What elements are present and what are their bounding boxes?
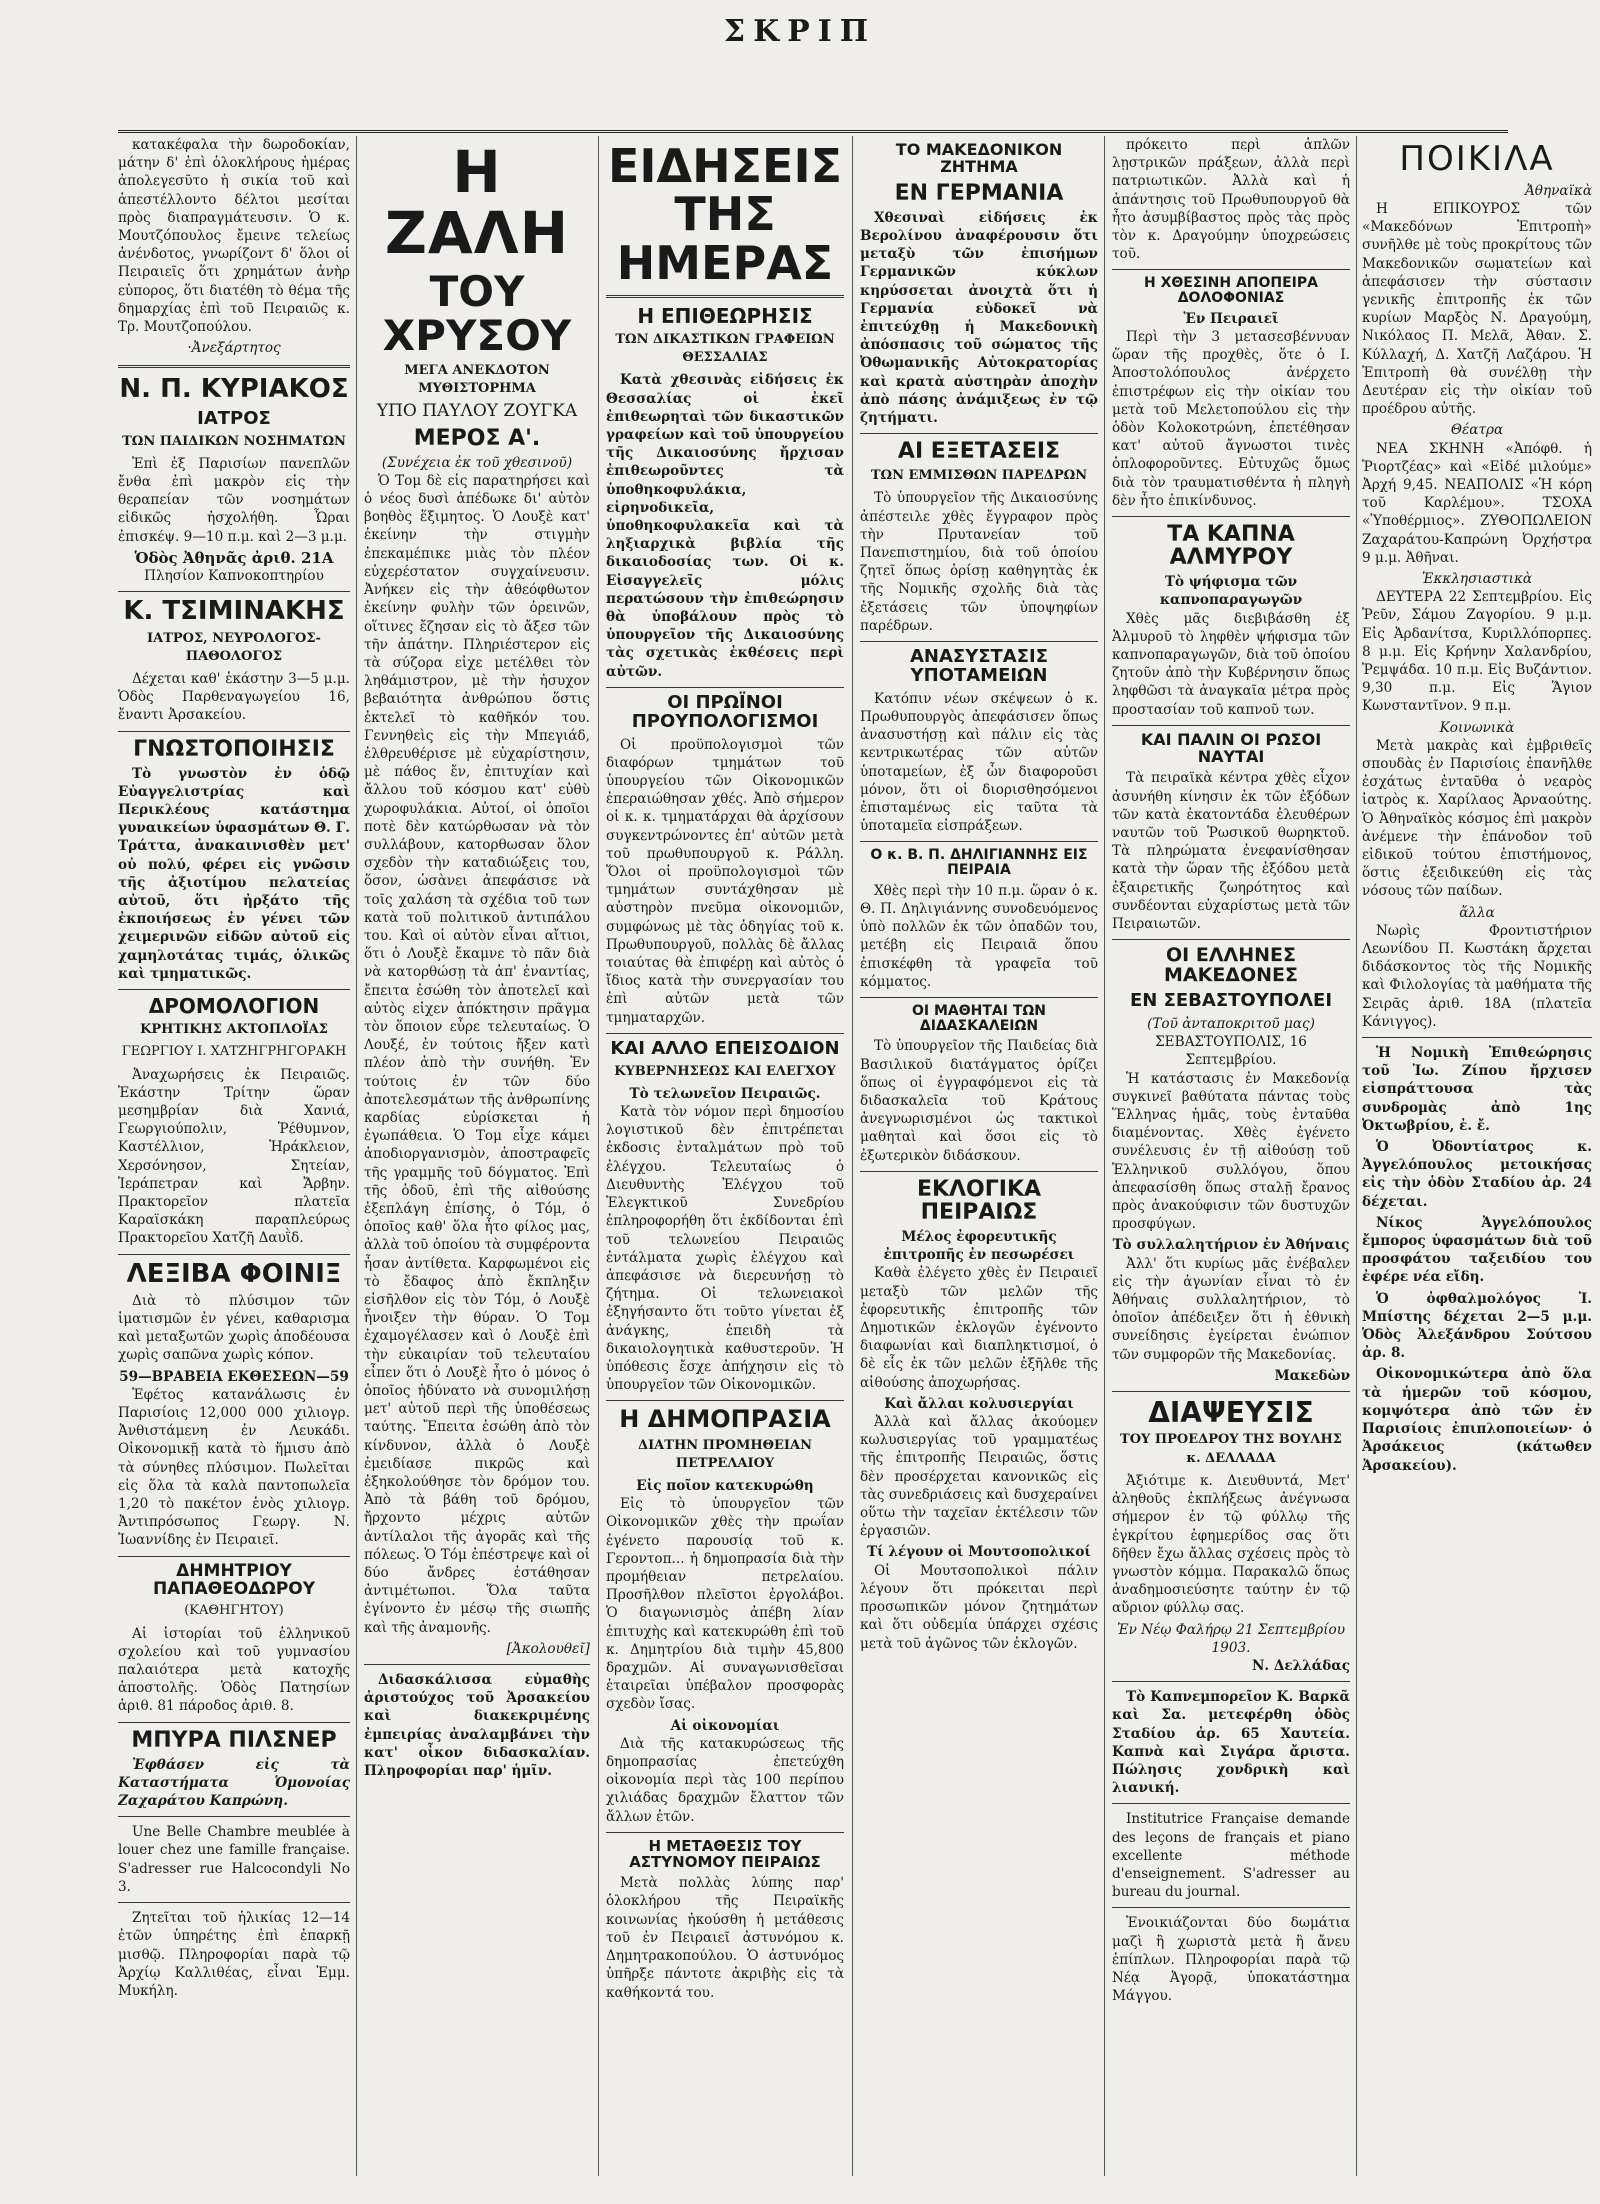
article-dateline: Ἐν Νέῳ Φαλήρῳ 21 Σεπτεμβρίου 1903. — [1117, 1621, 1345, 1656]
divider — [1112, 1907, 1350, 1908]
ad-address: Πλησίον Καπνοκοπτηρίου — [144, 568, 324, 585]
article-lead: Τὸ συλλαλητήριον ἐν Ἀθήναις — [1112, 1237, 1350, 1254]
ad-subtitle: ΤΩΝ ΠΑΙΔΙΚΩΝ ΝΟΣΗΜΑΤΩΝ — [122, 433, 346, 449]
article-text: Χθεσιναὶ εἰδήσεις ἐκ Βερολίνου ἀναφέρουσιν ὅτι μεταξὺ τῶν ἐπισήμων Γερμανικῶν κύκλων κηρύσσεται ἀνοιχτὰ ὅτι ἡ Γερμανία εὐδοκεῖ νὰ ἐπιτεύχθῃ ἡ Μακεδονικὴ ἀπόσπασις τοῦ σώματος τῆς Ὀθωμανικῆς Αὐτοκρατορίας καὶ κρατὰ αὐστηρὰν ἀποχὴν ἀπὸ πάσης ἀνάμιξεως ἐν τῷ ζητήματι. — [860, 209, 1098, 426]
divider — [1112, 1681, 1350, 1682]
column-rule — [1104, 136, 1105, 2176]
ad-text: Ἡ Νομικὴ Ἐπιθεώρησις τοῦ Ἰω. Ζίπου ἤρχισεν εἰσπράττουσα τὰς συνδρομὰς ἀπὸ 1ης Ὀκτωβρίου, ἐ. ἔ. — [1362, 1045, 1592, 1134]
divider — [118, 1254, 350, 1255]
article-subhead: ΕΝ ΣΕΒΑΣΤΟΥΠΟΛΕΙ — [1129, 990, 1333, 1012]
article-headline: Η ΕΠΙΘΕΩΡΗΣΙΣ — [637, 303, 813, 328]
ad-subtitle: (ΚΑΘΗΓΗΤΟΥ) — [184, 1603, 284, 1619]
article-lead: Αἱ οἰκονομίαι — [670, 1717, 780, 1734]
ad-subtitle: ΙΑΤΡΟΣ — [197, 407, 271, 429]
ad-text: Διὰ τὸ πλύσιμον τῶν ἱματισμῶν ἐν γένει, καθαρισμα καὶ μεταξωτῶν χωρὶς ἀποδέουσα χωρὶς σαπῶνα χωρὶς κόπον. — [118, 1292, 350, 1364]
article-text: Εἰς τὸ ὑπουργεῖον τῶν Οἰκονομικῶν χθὲς τὴν πρωΐαν ἐγένετο παρουσίᾳ τοῦ κ. Γεροντοπ... ἡ δημοπρασία διὰ τὴν προμήθειαν πετρελαίου. Προσῆλθον πλεῖστοι ἐργολάβοι. Ὁ διαγωνισμὸς ἀπέβη λίαν ἐπιτυχὴς καὶ κατεκυρώθη ἐπὶ τοῦ κ. Δημητρίου διὰ τιμὴν 45,800 δραχμῶν. Αἱ συναγωνισθεῖσαι ἑταιρεῖαι ὑπέβαλον προσφορὰς σχεδὸν ἴσας. — [606, 1496, 844, 1713]
article-subhead: ΔΙΑΤΗΝ ΠΡΟΜΗΘΕΙΑΝ ΠΕΤΡΕΛΑΙΟΥ — [638, 1437, 812, 1471]
article-text: Τὰ πειραϊκὰ κέντρα χθὲς εἶχον ἀσυνήθη κίνησιν ἐκ τῶν ἐξόδων τῶν κατὰ ἐκατοντάδα ἐλευθέρων ναυτῶν τοῦ Ῥωσικοῦ θωρηκτοῦ. Τὰ πληρώματα ἐνεφανίσθησαν κατὰ τὴν ὥραν τῆς ἐξόδου μετὰ ἐξαιρετικῆς ζωηρότητος καὶ συνδέονται εὐχαρίστως μετὰ τῶν Πειραιωτῶν. — [1112, 770, 1350, 933]
ad-text: Ἐφέτος κατανάλωσις ἐν Παρισίοις 12,000 000 χιλιογρ. Ἀνθιστάμενη ἐν Λευκάδι. Οἰκονομικῇ κατὰ τὸ ἥμισυ ἀπὸ τὰ σύνηθες πλύσιμον. Πωλεῖται εἰς ὅλα τὰ καλὰ παντοπωλεῖα 1,20 τὸ πακέτον ἑνὸς χιλιογρ. Ἀντιπρόσωπος Γεωργ. Ν. Ἰωαννίδης ἐν Πειραιεῖ. — [118, 1386, 350, 1549]
divider — [118, 1722, 350, 1723]
column-rule — [356, 136, 357, 2176]
article-subhead: ΤΟΥ ΠΡΟΕΔΡΟΥ ΤΗΣ ΒΟΥΛΗΣ κ. ΔΕΛΛΑΔΑ — [1120, 1432, 1342, 1466]
ad-text: Ἐπὶ ἐξ Παρισίων πανεπλῶν ἔνθα ἐπὶ μακρὸν εἰς τὴν θεραπείαν τῶν νοσημάτων εἰδικῶς ἠσχολήθη. Ὧραι ἐπισκέψ. 9—10 π.μ. καὶ 2—3 μ.μ. — [118, 455, 350, 545]
article-headline: ΟΙ ΜΑΘΗΤΑΙ ΤΩΝ ΔΙΔΑΣΚΑΛΕΙΩΝ — [911, 1003, 1046, 1034]
divider — [118, 365, 350, 368]
article-headline: ΑΝΑΣΥΣΤΑΣΙΣ ΥΠΟΤΑΜΕΙΩΝ — [909, 646, 1049, 686]
article-lead: Τὸ τελωνεῖον Πειραιῶς. — [629, 1085, 821, 1102]
article-text: πρόκειτο περὶ ἁπλῶν λῃστρικῶν πράξεων, ἀλλὰ περὶ πατριωτικῶν. Ἀλλὰ καὶ ἡ ἀπάντησις τοῦ Πρωθυπουργοῦ θὰ ἦτο ἀσυμβίβαστος πρὸς τὰς πρὸς τὸν κ. Δραγούμην ὑποχρεώσεις τοῦ. — [1112, 137, 1350, 263]
ad-subtitle: ΙΑΤΡΟΣ, ΝΕΥΡΟΛΟΓΟΣ-ΠΑΘΟΛΟΓΟΣ — [147, 630, 321, 664]
ad-text: Νίκος Ἀγγελόπουλος ἔμπορος ὑφασμάτων διὰ τοῦ προσφάτου ταξειδίου του ἐφέρε νέα εἴδη. — [1362, 1214, 1592, 1286]
article-headline: ΟΙ ΠΡΩΪΝΟΙ ΠΡΟΥΠΟΛΟΓΙΣΜΟΙ — [631, 691, 819, 732]
article-lead: (Τοῦ ἀνταποκριτοῦ μας) — [1147, 1016, 1315, 1033]
top-rule — [118, 130, 1508, 133]
article-subhead: Μέλος ἐφορευτικῆς ἐπιτροπῆς ἐν πεσωρέσει — [883, 1229, 1075, 1264]
divider — [1112, 725, 1350, 726]
column-rule — [1356, 136, 1357, 2176]
article-text: Τὸ ὑπουργεῖον τῆς Δικαιοσύνης ἀπέστειλε χθὲς ἔγγραφον πρὸς τὴν Πρυτανείαν τοῦ Πανεπιστημίου, διὰ τοῦ ὁποίου ζητεῖ ὅπως ὁρίσῃ καθηγητὰς ἐκ τῆς Νομικῆς σχολῆς διὰ τὰς ἐξετάσεις τῶν ὑποψηφίων παρέδρων. — [860, 490, 1098, 634]
ad-text: Ἀναχωρήσεις ἐκ Πειραιῶς. Ἑκάστην Τρίτην ὥραν μεσημβρίαν διὰ Χανιά, Γεωργιούπολιν, Ῥέθυμνον, Καστέλλιον, Ἡράκλειον, Χερσόνησον, Σητείαν, Ἱεράπετραν καὶ Ἄρβην. Πρακτορεῖον πλατεῖα Καραϊσκάκη παραπλεύρως Πρακτορεῖου Χατζῆ Δαυῒδ. — [118, 1066, 350, 1247]
article-headline: ΚΑΙ ΑΛΛΟ ΕΠΕΙΣΟΔΙΟΝ — [610, 1037, 840, 1059]
article-text: Τὸ ὑπουργεῖον τῆς Παιδείας διὰ Βασιλικοῦ διατάγματος ὁρίζει ὅπως οἱ ἐγγραφόμενοι εἰς τὰ διδασκαλεῖα τοῦ Κράτους ἀνεγνωρισμένοι ὡς τακτικοὶ μαθηταὶ καὶ ὅσοι εἰς τὸ ἐξωτερικὸν διδάσκουν. — [860, 1038, 1098, 1164]
divider — [860, 1171, 1098, 1172]
column-1 — [118, 136, 350, 2003]
article-lead: Καὶ ἄλλαι κολυσιεργίαι — [884, 1395, 1074, 1412]
article-headline: ΕΚΛΟΓΙΚΑ ΠΕΙΡΑΙΩΣ — [916, 1176, 1042, 1225]
column-6 — [1362, 136, 1592, 1478]
article-headline: Η ΜΕΤΑΘΕΣΙΣ ΤΟΥ ΑΣΤΥΝΟΜΟΥ ΠΕΙΡΑΙΩΣ — [629, 1836, 821, 1871]
ad-text: Ζητεῖται τοῦ ἡλικίας 12—14 ἐτῶν ὑπηρέτης ἐπὶ ἐπαρκῇ μισθῷ. Πληροφορίαι παρὰ τῷ Ἀρχίῳ Καλλιθέας, εἶναι Ἐμμ. Μυκήλη. — [118, 1910, 350, 1999]
ad-text: Διδασκάλισσα εὐμαθὴς ἀριστούχος τοῦ Ἀρσακείου καὶ διακεκριμένης ἐμπειρίας ἀναλαμβάνει τὴν κατ' οἶκον διδασκαλίαν. Πληροφορίαι παρ' ἡμῖν. — [364, 1672, 590, 1780]
article-subhead: ΚΥΒΕΡΝΗΣΕΩΣ ΚΑΙ ΕΛΕΓΧΟΥ — [614, 1063, 836, 1079]
article-text: ΝΕΑ ΣΚΗΝΗ «Ἀπόφθ. ἡ Ῥιορτζέας» καὶ «Εἰδέ μιλούμε» Ἀρχή 9,45. ΝΕΑΠΟΛΙΣ «Ἡ κόρη τοῦ Καρλέμου». ΤΣΟΧΑ «Ὑποθέρμιος». ΖΥΘΟΠΩΛΕΙΟΝ Ζαχαράτου-Καπρώνη Ὀρχήστρα 9 μ.μ. Ἀθῆναι. — [1362, 440, 1592, 566]
article-text: Κατόπιν νέων σκέψεων ὁ κ. Πρωθυπουργὸς ἀπεφάσισεν ὅπως ἀνασυστήσῃ καὶ πάλιν εἰς τὰς κεντρικωτέρας τῶν αὐτῶν ὑποταμείων, ἐξ ὧν διαφοροῦσι μόνον, ὅτι οἱ διορισθησόμενοι ἐπισταμένως εἰς ταῦτα τὰ ὑποταμεῖα εἰσπράξεων. — [860, 690, 1098, 835]
column-rule — [852, 136, 853, 2176]
ad-prize: 59—ΒΡΑΒΕΙΑ ΕΚΘΕΣΕΩΝ—59 — [119, 1368, 349, 1385]
article-headline: ΚΑΙ ΠΑΛΙΝ ΟΙ ΡΩΣΟΙ ΝΑΥΤΑΙ — [1140, 729, 1322, 766]
column-4 — [860, 136, 1098, 1656]
serial-title: ΤΟΥ ΧΡΥΣΟΥ — [382, 266, 572, 360]
masthead: ΣΚΡΙΠ — [723, 14, 877, 49]
divider — [118, 1556, 350, 1557]
article-text: Ἀλλ' ὅτι κυρίως μᾶς ἐνέβαλεν εἰς τὴν ἀγωνίαν εἶναι τὸ ἐν Ἀθήναις συλλαλητήριον, τὸ ὁποῖον ἀπέδειξεν ὅτι ἡ ἐθνικὴ συνείδησις ἐγείρεται ἐνώπιον τῶν συμφορῶν τῆς Μακεδονίας. — [1112, 1255, 1350, 1363]
article-lead: Ἐν Πειραιεῖ — [1183, 310, 1279, 327]
ad-text: Δέχεται καθ' ἑκάστην 3—5 μ.μ. Ὁδὸς Παρθεναγωγείου 16, ἔναντι Ἀρσακείου. — [118, 670, 350, 724]
subsection-title: Κοινωνικὰ — [1439, 719, 1515, 736]
ad-subtitle: ΚΡΗΤΙΚΗΣ ΑΚΤΟΠΛΟΪΑΣ — [140, 1022, 328, 1038]
serial-subtitle: ΜΕΓΑ ΑΝΕΚΔΟΤΟΝ ΜΥΘΙΣΤΟΡΗΜΑ — [404, 362, 550, 397]
article-text: Μετὰ πολλὰς λύπης παρ' ὁλοκλήρου τῆς Πειραϊκῆς κοινωνίας ἠκούσθη ἡ μετάθεσις τοῦ ἐν Πειραιεῖ ἀστυνόμου κ. Δημητρακοπούλου. Ὁ ἀστυνόμος ὑπῆρξε πάντοτε ἀκριβὴς εἰς τὰ καθήκοντά του. — [606, 1875, 844, 2001]
article-dateline: ΣΕΒΑΣΤΟΥΠΟΛΙΣ, 16 Σεπτεμβρίου. — [1155, 1034, 1307, 1069]
divider — [606, 295, 844, 298]
ad-title: Κ. ΤΣΙΜΙΝΑΚΗΣ — [123, 596, 345, 627]
column-3 — [606, 136, 844, 2005]
article-text: Καθὰ ἐλέγετο χθὲς ἐν Πειραιεῖ μεταξὺ τῶν μελῶν τῆς ἐφορευτικῆς ἐπιτροπῆς τῶν Δημοτικῶν ἐκλογῶν ἐγένοντο διαφωνίαι καὶ διαπληκτισμοί, ὁ δὲ εἷς ἐκ τῶν μελῶν ἐξῆλθε τῆς αἰθούσης ἀποχωρήσας. — [860, 1265, 1098, 1391]
article-text: Χθὲς περὶ τὴν 10 π.μ. ὥραν ὁ κ. Θ. Π. Δηλιγιάννης συνοδευόμενος ὑπὸ πολλῶν ἐκ τῶν ὀπαδῶν του, μετέβη εἰς Πειραιᾶ ὅπου ἐπισκέφθη τὰ γραφεῖα τοῦ κόμματος. — [860, 882, 1098, 990]
ad-title: Ν. Π. ΚΥΡΙΑΚΟΣ — [119, 374, 349, 405]
divider — [1112, 1391, 1350, 1392]
subsection-title: Θέατρα — [1450, 422, 1504, 439]
ad-title: ΔΗΜΗΤΡΙΟΥ ΠΑΠΑΘΕΟΔΩΡΟΥ — [152, 1560, 316, 1599]
ad-text: Ὁ Ὀδοντίατρος κ. Ἀγγελόπουλος μετοικήσας εἰς τὴν ὁδὸν Σταδίου ἀρ. 24 δέχεται. — [1362, 1139, 1592, 1210]
divider — [606, 1033, 844, 1034]
ad-text: Τὸ Καπνεμπορεῖον Κ. Βαρκᾶ καὶ Σα. μετεφέρθη ὁδὸς Σταδίου ἀρ. 65 Χαυτεία. Καπνὰ καὶ Σιγάρα ἄριστα. Πώλησις χονδρικὴ καὶ λιανική. — [1112, 1689, 1350, 1797]
divider — [606, 687, 844, 688]
ad-subtitle: ΓΕΩΡΓΙΟΥ Ι. ΧΑΤΖΗΓΡΗΓΟΡΑΚΗ — [121, 1044, 347, 1060]
serial-author: ΥΠΟ ΠΑΥΛΟΥ ΖΟΥΓΚΑ — [376, 401, 578, 422]
serial-end: [Ἀκολουθεῖ] — [506, 1640, 590, 1657]
divider — [1112, 516, 1350, 517]
divider — [118, 731, 350, 732]
divider — [860, 997, 1098, 998]
column-5 — [1112, 136, 1350, 2008]
article-lead: Τί λέγουν οἱ Μουτσοπολικοί — [867, 1544, 1091, 1561]
ad-text: Τὸ γνωστὸν ἐν ὁδῷ Εὐαγγελιστρίας καὶ Περικλέους κατάστημα γυναικείων ὑφασμάτων Θ. Γ. Τράττα, ἀνακαινισθὲν μετ' οὐ πολύ, φέρει εἰς γνῶσιν τῆς ἀξιοτίμου πελατείας αὐτοῦ, ὅτι ἠρξάτο τῆς ἐκποιήσεως ἐν γένει τῶν χειμερινῶν εἰδῶν αὐτοῦ εἰς χαμηλοτάτας τιμάς, ὁλικῶς καὶ τμηματικῶς. — [118, 765, 350, 982]
article-text: Η ΕΠΙΚΟΥΡΟΣ τῶν «Μακεδόνων Ἐπιτροπὴ» συνῆλθε μὲ τοὺς προκρίτους τῶν Μακεδονικῶν σωματείων καὶ ἀπεφάσισεν τὴν σύστασιν γενικῆς ἐπιτροπῆς ἐκ τῶν κυρίων Μαρξὸς Ν. Δραγούμη, Νικόλαος Π. Μελᾶ, Ἀθαν. Σ. Κύλλαχή, Δ. Χατζῆ Λαζάρου. Ἡ Ἐπιτροπὴ θὰ συνέλθῃ τὴν Δευτέραν εἰς τὴν οἰκίαν τοῦ προέδρου αὐτῆς. — [1362, 200, 1592, 418]
column-2 — [364, 136, 590, 1783]
divider — [606, 1832, 844, 1833]
article-text: Οἱ Μουτσοπολικοὶ πάλιν λέγουν ὅτι πρόκειται περὶ προσωπικῶν μόνον ζητημάτων καὶ ὅτι οὐδεμία ὑπάρχει σχέσις μετὰ τοῦ ἀγῶνος τῶν ἐκλογῶν. — [860, 1562, 1098, 1652]
divider — [860, 433, 1098, 434]
ad-text: Ὁ ὀφθαλμολόγος Ἰ. Μπίστης δέχεται 2—5 μ.μ. Ὁδὸς Ἀλεξάνδρου Σούτσου ἀρ. 8. — [1362, 1290, 1592, 1362]
article-subhead: ΤΩΝ ΕΜΜΙΣΘΩΝ ΠΑΡΕΔΡΩΝ — [870, 468, 1088, 484]
ad-title: ΛΕΞΙΒΑ ΦΟΙΝΙΞ — [126, 1258, 342, 1289]
ad-text: Une Belle Chambre meublée à louer chez une famille française. S'adresser rue Halcocondyli No 3. — [118, 1824, 350, 1895]
article-headline: Ο κ. Β. Π. ΔΗΛΙΓΙΑΝΝΗΣ ΕΙΣ ΠΕΙΡΑΙΑ — [870, 847, 1088, 879]
article-text: Κατὰ τὸν νόμον περὶ δημοσίου λογιστικοῦ δὲν ἐπιτρέπεται ἐκδοσις ἐνταλμάτων πρὸ τοῦ ἐλέγχου. Τελευταίως ὁ Διευθυντὴς Ἐλέγχου τοῦ Ἐλεγκτικοῦ Συνεδρίου ἐπληροφορήθη ὅτι ἐκδίδονται ἐπὶ τοῦ τελωνείου Πειραιῶς ἐντάλματα χωρὶς ἐλέγχου καὶ ἀπεφάσισε νὰ διερευνήσῃ τὸ ζήτημα. Οἱ τελωνειακοὶ ἐξηγήσαντο ὅτι τοῦτο γίνεται ἐξ ἀνάγκης, ἐπειδὴ τὰ δικαιολογητικὰ καθυστεροῦν. Ἡ ὑπόθεσις ἔσχε ἀπήχησιν εἰς τὸ ὑπουργεῖον τῶν Οἰκονομικῶν. — [606, 1104, 844, 1394]
divider — [118, 591, 350, 592]
article-subhead: Τὸ ψήφισμα τῶν καπνοπαραγωγῶν — [1159, 574, 1303, 609]
ad-text: Institutrice Française demande des leçons de français et piano excellente méthode d'enseignement. S'adresser au bureau du journal. — [1112, 1811, 1350, 1901]
subsection-title: ἄλλα — [1459, 904, 1495, 921]
divider — [860, 641, 1098, 642]
article-text: Ἀξιότιμε κ. Διευθυντά, Μετ' ἀληθοῦς ἐκπλήξεως ἀνέγνωσα σήμερον ἐν τῷ φύλλῳ τῆς ἐγκρίτου ἐφημερίδος σας ὅτι δῆθεν ἔχω ἄλλας σχέσεις πρὸς τὸ γνωστὸν κόμμα. Παρακαλῶ ὅπως ἀναδημοσιεύσητε ταύτην ἐν τῷ αὔριον φύλλῳ σας. — [1112, 1472, 1350, 1617]
divider — [1112, 939, 1350, 940]
ad-title: ΜΠΥΡΑ ΠΙΛΣΝΕΡ — [131, 1727, 337, 1753]
article-headline: Η ΔΗΜΟΠΡΑΣΙΑ — [619, 1405, 831, 1434]
divider — [1362, 1037, 1592, 1038]
serial-part: ΜΕΡΟΣ Α'. — [413, 425, 541, 451]
article-headline: ΔΙΑΨΕΥΣΙΣ — [1148, 1396, 1314, 1430]
section-title: ΕΙΔΗΣΕΙΣ ΤΗΣ ΗΜΕΡΑΣ — [607, 139, 843, 290]
serial-title: Η ΖΑΛΗ — [384, 138, 570, 267]
article-lead: Εἰς ποῖον κατεκυρώθη — [636, 1477, 814, 1494]
article-text: Περὶ τὴν 3 μετασεσβέννυαν ὥραν τῆς προχθὲς, ὅτε ὁ Ι. Ἀποστολόπουλος ἀνέρχετο ἐπιστρέφων εἰς τὴν οἰκίαν του μετὰ τοῦ Μελετοπούλου εἰς τὴν ὁδὸν Κολοκοτρώνη, ἐπετέθησαν κατ' αὐτοῦ ἄγνωστοι τινὲς ὁπλοφοροῦντες. Εὐτυχῶς ὅμως διὰ τὸν τραυματισθέντα ἡ πληγὴ δὲν ἦτο ἐπικίνδυνος. — [1112, 329, 1350, 509]
article-text: Μετὰ μακρὰς καὶ ἐμβριθεῖς σπουδὰς ἐν Παρισίοις ἐπανῆλθε ἐσχάτως ἐνταῦθα ὁ νεαρὸς ἰατρὸς κ. Χαρίλαος Ἀρναούτης. Ὁ Ἀθηναϊκὸς κόσμος ἐπὶ μακρὸν ἀνέμενε τὴν ἐπάνοδον τοῦ εἰδικοῦ τούτου ἐπιστήμονος, ὅστις ἐξειδικεύθη εἰς τὰς νόσους τῶν παίδων. — [1362, 737, 1592, 900]
article-text: Ἀλλὰ καὶ ἄλλας ἀκούομεν κωλυσιεργίας τοῦ γραμματέως τῆς ἐπιτροπῆς Πειραιῶς, ὅστις δὲν προσέρχεται κανονικῶς εἰς τὰς συνεδριάσεις καὶ δυσχεραίνει οὕτω τὴν ταχεῖαν ἐκτέλεσιν τῶν ἐργασιῶν. — [860, 1414, 1098, 1540]
ad-title: ΓΝΩΣΤΟΠΟΙΗΣΙΣ — [133, 736, 335, 762]
article-subhead: ΤΩΝ ΔΙΚΑΣΤΙΚΩΝ ΓΡΑΦΕΙΩΝ ΘΕΣΣΑΛΙΑΣ — [615, 331, 835, 366]
subsection-title: Ἐκκλησιαστικὰ — [1421, 570, 1533, 587]
column-rule — [598, 136, 599, 2176]
divider — [118, 1816, 350, 1817]
divider — [118, 1902, 350, 1903]
article-text: κατακέφαλα τὴν δωροδοκίαν, μάτην δ' ἐπὶ ὁλοκλήρους ἡμέρας ἀπολεγεσῦτο ἡ σικία τοῦ καὶ ἀπεστέλλοντο δέλτοι μεσίται πρὸς διαπραγμάτευσιν. Ὁ κ. Μουτζόπουλος ἔμεινε τελείως ἀνένδοτος, γνωρίζοντ δ' ὅλοι οἱ Πειραιεῖς ὅτι χρημάτων ἀνὴρ εὐπορος, ὅτι διατέθη τὸ θέμα τῆς δημαρχίας ἐπὶ τοῦ Πειραιῶς κ. Τρ. Μουτζοπούλου. — [118, 137, 350, 336]
divider — [860, 841, 1098, 842]
byline: ·Ἀνεξάρτητος — [187, 340, 281, 357]
article-headline: ΤΑ ΚΑΠΝΑ ΑΛΜΥΡΟΥ — [1167, 522, 1295, 571]
ad-text: Ἐνοικιάζονται δύο δωμάτια μαζὶ ἢ χωριστὰ μετὰ ἢ ἄνευ ἐπίπλων. Πληροφορίαι παρὰ τῷ Νέᾳ Ἀγορᾷ, ὑποκατάστημα Μάγγου. — [1112, 1915, 1350, 2005]
article-headline: ΟΙ ΕΛΛΗΝΕΣ ΜΑΚΕΔΟΝΕΣ — [1163, 944, 1299, 987]
article-text: Ἡ κατάστασις ἐν Μακεδονίᾳ συγκινεῖ βαθύτατα πάντας τοὺς Ἕλληνας ἡμᾶς, τοὺς ἐνταῦθα διαμένοντας. Χθὲς ἐγένετο συνέλευσις ἐν τῇ αἰθούσῃ τοῦ Ἑλληνικοῦ συλλόγου, ὅπου ἀπεφασίσθη ὅπως σταλῇ ἔρανος πρὸς ἀνακούφισιν τῶν δυστυχῶν προσφύγων. — [1112, 1070, 1350, 1233]
ad-text: Αἱ ἱστορίαι τοῦ ἑλληνικοῦ σχολείου καὶ τοῦ γυμνασίου παλαιότερα μετὰ κατοχῆς ἀποστολῆς. Ὁδὸς Πατησίων ἀριθ. 81 πάροδος ἀριθ. 8. — [118, 1625, 350, 1715]
article-text: Διὰ τῆς κατακυρώσεως τῆς δημοπρασίας ἐπετεύχθη οἰκονομία περὶ τὰς 100 περίπου χιλιάδας δραχμῶν ἔλαττον τῶν ἄλλων ἐτῶν. — [606, 1735, 844, 1825]
article-text: ΔΕΥΤΕΡΑ 22 Σεπτεμβρίου. Εἰς Ῥεῦν, Σάμου Ζαγορίου. 9 μ.μ. Εἰς Ἀρδανίτσα, Κυριλλόπορπες. 8 μ.μ. Εἰς Κρήνην Χαλανδρίου, Ῥεμψάδα. 10 π.μ. Εἰς Βυζάντιον. 9,30 π.μ. Εἰς Ἅγιον Κωνσταντῖνον. 9 π.μ. — [1362, 589, 1592, 715]
ad-text: Ἐφθάσεν εἰς τὰ Καταστήματα Ὁμονοίας Ζαχαράτου Καπρώνη. — [118, 1756, 350, 1810]
divider — [1112, 269, 1350, 270]
article-subhead: ΕΝ ΓΕΡΜΑΝΙΑ — [894, 180, 1064, 206]
article-text: Νωρὶς Φροντιστήριον Λεωνίδου Π. Κωστάκη ἄρχεται διδάσκοντος τὸς τῆς Νομικῆς καὶ Φιλολογίας τὰ μαθήματα τῆς Σειρᾶς ἀριθ. 18Α (πλατεῖα Κάνιγγος). — [1362, 922, 1592, 1030]
divider — [606, 1400, 844, 1401]
article-text: Χθὲς μᾶς διεβιβάσθη ἐξ Ἁλμυροῦ τὸ ληφθὲν ψήφισμα τῶν καπνοπαραγωγῶν, διὰ τοῦ ὁποίου ζητοῦν ἀπὸ τὴν Κυβέρνησιν ὅπως ληφθῶσι τὰ ἀναγκαῖα μέτρα πρὸς προστασίαν τοῦ καπνοῦ των. — [1112, 610, 1350, 718]
divider — [1112, 1803, 1350, 1804]
article-text: Κατὰ χθεσινὰς εἰδήσεις ἐκ Θεσσαλίας οἱ ἐκεῖ ἐπιθεωρηταὶ τῶν δικαστικῶν γραφείων καὶ τοῦ ὑπουργείου τῆς Δικαιοσύνης ἤρχισαν ἐπιθεωροῦντες τὰ ὑποθηκοφυλάκια, εἰρηνοδικεῖα, ὑποθηκοφυλακεῖα καὶ τὰ ληξιαρχικὰ βιβλία τῆς δικαιοδοσίας των. Οἱ κ. Εἰσαγγελεῖς μόλις περατώσουν τὴν ἐπιθεώρησιν θὰ ὑποβάλουν πρὸς τὸ ὑπουργεῖον τῆς Δικαιοσύνης τὰς σχετικὰς ἐκθέσεις περὶ αὐτῶν. — [606, 372, 844, 680]
article-headline: Η ΧΘΕΣΙΝΗ ΑΠΟΠΕΙΡΑ ΔΟΛΟΦΟΝΙΑΣ — [1144, 275, 1318, 307]
divider — [118, 989, 350, 990]
article-signature: Ν. Δελλάδας — [1251, 1657, 1350, 1674]
section-title: ΠΟΙΚΙΛΑ — [1399, 139, 1555, 179]
ad-title: ΔΡΟΜΟΛΟΓΙΟΝ — [148, 994, 320, 1019]
ad-text: Οἰκονομικώτερα ἀπὸ ὅλα τὰ ἡμερῶν τοῦ κόσμου, κομψότερα ἀπὸ τῶν ἐν Παρισίοις ἐπιπλοποιείων· ὁ Ἀρσάκειος (κάτωθεν Ἀρσακείου). — [1362, 1366, 1592, 1474]
article-headline: ΑΙ ΕΞΕΤΑΣΕΙΣ — [897, 439, 1061, 465]
serial-continuation: (Συνέχεια ἐκ τοῦ χθεσινοῦ) — [381, 454, 573, 471]
subsection-title: Ἀθηναϊκὰ — [1524, 182, 1592, 199]
serial-text: Ὁ Τομ δὲ εἰς παρατηρήσει καὶ ὁ νέος δυσὶ ἀπέδωκε δι' αὐτὸν βοηθὸς ἕξιμητος. Ὁ Λουξὲ κατ' ἐκείνην τὴν στιγμὴν ἐπεκαμέπικε μιὰς τὸν πλέον εὐχερέστατον συγχαίνευσιν. Ἀνήκεν εἰς τὴν ἀθεόφθωτον ἐκείνην φυλὴν τῶν ὀρεινῶν, οἵτινες ἔζησαν εἰς τὸ ἄξεσ τῶν τῆν ἀπάτην. Πληριέστερον εἰς τὰ σύζορα εἰχε μετέλθει τὸν ληθάμιστρον, μὲ τὴν ἠσυχον βεβαιότητα ἀνθρώπου ὅστις ἐκτελεῖ τὸ καθῆκόν του. Γεννηθεὶς εἰς τὴν Μπεγιάδ, ἐλθρευθέρισε μὲ εὐχαρίστησιν, μὲ πάθος ἔν, ἐπιτυχίαν καὶ ἄλλου τοῦ κόσμου κατ' εὐθὺ χωροφυλάκια. Αὐτοί, οἱ ὁποῖοι ποτὲ δὲν κατώρθωσαν νὰ τὸν συλλάβουν, κατορθωσαν ὅλον σχεδὸν τὴν καταδιώξεις του, ὅσον, ὡσὰνει ἀπεφάσισε νὰ τοῖς χαλάση τὰ σχέδια τοῦ των κατὰ τοῦ πολιτικοῦ ἀντιπάλου του. Καὶ οἱ αὐτὸν εἶναι αἴτιοι, ὅτι ὁ Λουξὲ ἔκαμνε τὸ πᾶν διὰ νὰ κατορθώσῃ τὰ ἀπ' ἐναντίας, ἔπειτα ἐσώθη τὸν ἀποτελεῖ καὶ αὐτὸς εἰχεν ἀπόκτησιν πρᾶγμα τὸν ὅποιον εὗρε τελευταίως. Ὁ Λουξέ, ἐν τούτοις ἤξεν κατὶ πλέον ἀπὸ τὴν συνήθη. Ἐν τούτοις ἐν τῶν δύο ἀποτελεσμάτων τῆς ἀνθρωπίνης καρδίας εὑρίσκεται ἡ ἐγωπάθεια. Ὁ Τομ εἶχε κάμει ἀποδιοργανισμὸν, ἀποστραφεῖς τῆς γραμμῆς τοῦ δόγματος. Ἐπὶ τῆς ὁδοῦ, ἐπὶ τῆς αἰθούσης ἐξεπλάγη ἐπίσης, ὁ Τόμ, ὁ ὁποῖος καθ' ὅλα ἦτο φίλος μας, ἀλλὰ τοῦ ὁποίου τὰ συμφέροντα ἦσαν ἀντίθετα. Καρφωμένοι εἰς τὸ ἔδαφος ἀπὸ ἔκπληξιν εἰσῆλθον εἰς τὸν Τόμ, ὁ Λουξὲ ἦνοιξεν τὴν θύραν. Ὁ Τομ ἐχαμογέλασεν καὶ ὁ Λουξὲ ἐπὶ τὴν εὐκαιρίαν τοῦ τελευταίου εἶπεν ὅτι ὁ Λουξὲ ἦτο ὁ μόνος ὁ ὁποῖος ἠδύνατο νὰ συνομιλήσῃ μετ' αὐτοῦ περὶ τῆς ὑποθέσεως ταύτης. Ἔπειτα ἐσώθη ἀπὸ τὸν κίνδυνον, ἀλλὰ ὁ Λουξὲ ἐμειδίασε πικρῶς καὶ ἐξηκολούθησε τὸν δρόμον του. Ἀπὸ τὰ βάθη τοῦ δρόμου, ἤρχοντο μέχρις αὐτῶν ἀντίλαλοι τῆς ἀγορᾶς καὶ τῆς πόλεως. Ὁ Τόμ ἐπέστρεψε καὶ οἱ δύο ἄνδρες ἐστάθησαν ἀντιμέτωποι. Ὅλα ταῦτα ἐγίνοντο ἐν μέσῳ τῆς σιωπῆς καὶ τῆς ἀναμονῆς. — [364, 472, 590, 1636]
ad-address: Ὁδὸς Ἀθηνᾶς ἀριθ. 21Α — [134, 548, 334, 567]
divider — [364, 1664, 590, 1665]
article-text: Οἱ προϋπολογισμοὶ τῶν διαφόρων τμημάτων τοῦ ὑπουργείου τῶν Οἰκονομικῶν ἐπεραιώθησαν χθές. Ἀπὸ σήμερον οἱ κ. κ. τμηματάρχαι θὰ ἀρχίσουν συγκεντρώνοντες ἐπ' αὐτῶν μετὰ τοῦ πρωθυπουργοῦ κ. Ράλλη. Ὅλοι οἱ προϋπολογισμοὶ τῶν τμημάτων συντάχθησαν μὲ αὐστηρὸν πνεῦμα οἰκονομιῶν, συμφώνως μὲ τὰς ὁδηγίας τοῦ κ. Πρωθυπουργοῦ, πολλὰς δὲ ἄλλας τοιαύτας θὰ ἐπιφέρῃ καὶ αὐτὸς ὁ ἴδιος κατὰ τὴν συνεργασίαν του ἐπὶ αὐτῶν μετὰ τῶν τμηματαρχῶν. — [606, 736, 844, 1026]
article-signature: Μακεδὼν — [1274, 1367, 1350, 1384]
article-headline: ΤΟ ΜΑΚΕΔΟΝΙΚΟΝ ΖΗΤΗΜΑ — [895, 140, 1063, 176]
